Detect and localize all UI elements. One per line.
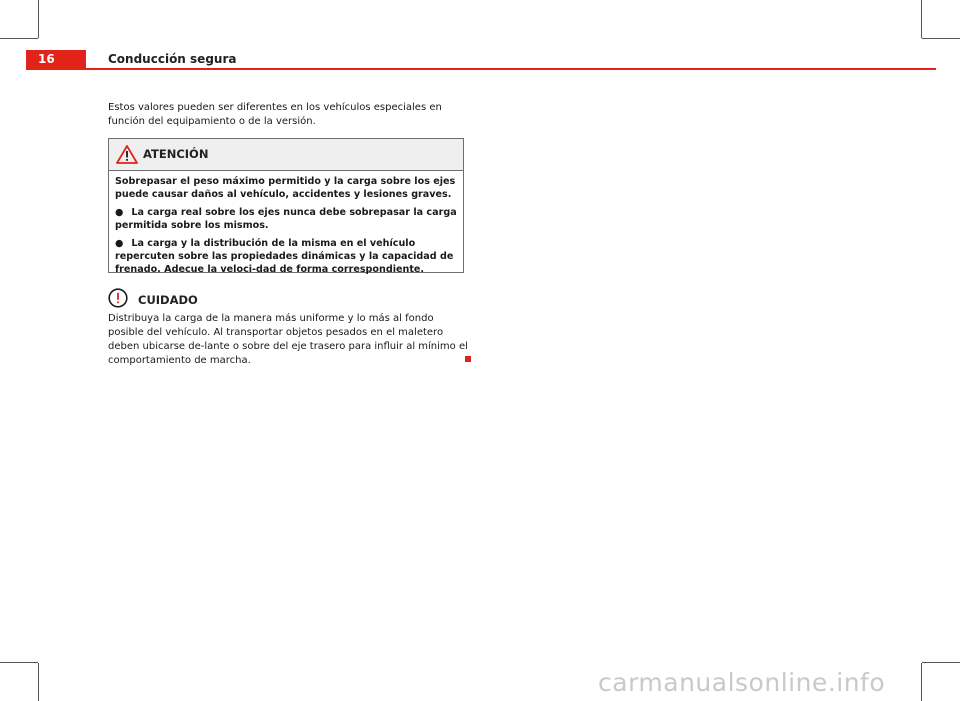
exclamation-circle-icon: [108, 288, 128, 308]
warning-bullet-text: La carga real sobre los ejes nunca debe sobrepasar la carga permitida sobre los mismos.: [115, 206, 457, 232]
section-end-mark: [465, 356, 471, 362]
crop-mark: [921, 663, 922, 701]
watermark: carmanualsonline.info: [598, 668, 886, 697]
crop-mark: [0, 662, 38, 663]
warning-body: [109, 171, 463, 277]
crop-mark: [921, 0, 922, 38]
caution-title: CUIDADO: [138, 293, 198, 307]
header-rule: [26, 68, 936, 70]
caution-header: [108, 288, 470, 308]
crop-mark: [38, 0, 39, 38]
crop-mark: [38, 663, 39, 701]
warning-bullet-text: La carga y la distribución de la misma en el vehículo repercuten sobre las propiedades dinámicas y la capacidad de frenado. Adecue la veloci-dad de forma correspondiente.: [115, 237, 454, 276]
warning-bullet: [115, 206, 457, 233]
crop-mark: [922, 662, 960, 663]
caution-note: [108, 288, 470, 368]
intro-paragraph: Estos valores pueden ser diferentes en los vehículos especiales en función del equipamiento o de la versión.: [108, 102, 442, 127]
crop-mark: [0, 38, 38, 39]
warning-bullet: [115, 237, 457, 277]
warning-box: [108, 138, 464, 276]
caution-text: Distribuya la carga de la manera más uniforme y lo más al fondo posible del vehículo. Al transportar objetos pesados en el maletero deben ubicarse de-lante o sobre del eje trasero para influir al mínimo el comportamiento de marcha.: [108, 313, 468, 366]
page-number: 16: [26, 50, 86, 69]
warning-header: [109, 139, 463, 171]
section-title: Conducción segura: [108, 52, 237, 66]
warning-lead: Sobrepasar el peso máximo permitido y la carga sobre los ejes puede causar daños al vehículo, accidentes y lesiones graves.: [115, 176, 456, 201]
crop-mark: [922, 38, 960, 39]
warning-title: ATENCIÓN: [143, 147, 209, 161]
bullet-mark: ●: [115, 237, 124, 249]
bullet-mark: ●: [115, 206, 124, 218]
warning-triangle-icon: [116, 145, 138, 164]
